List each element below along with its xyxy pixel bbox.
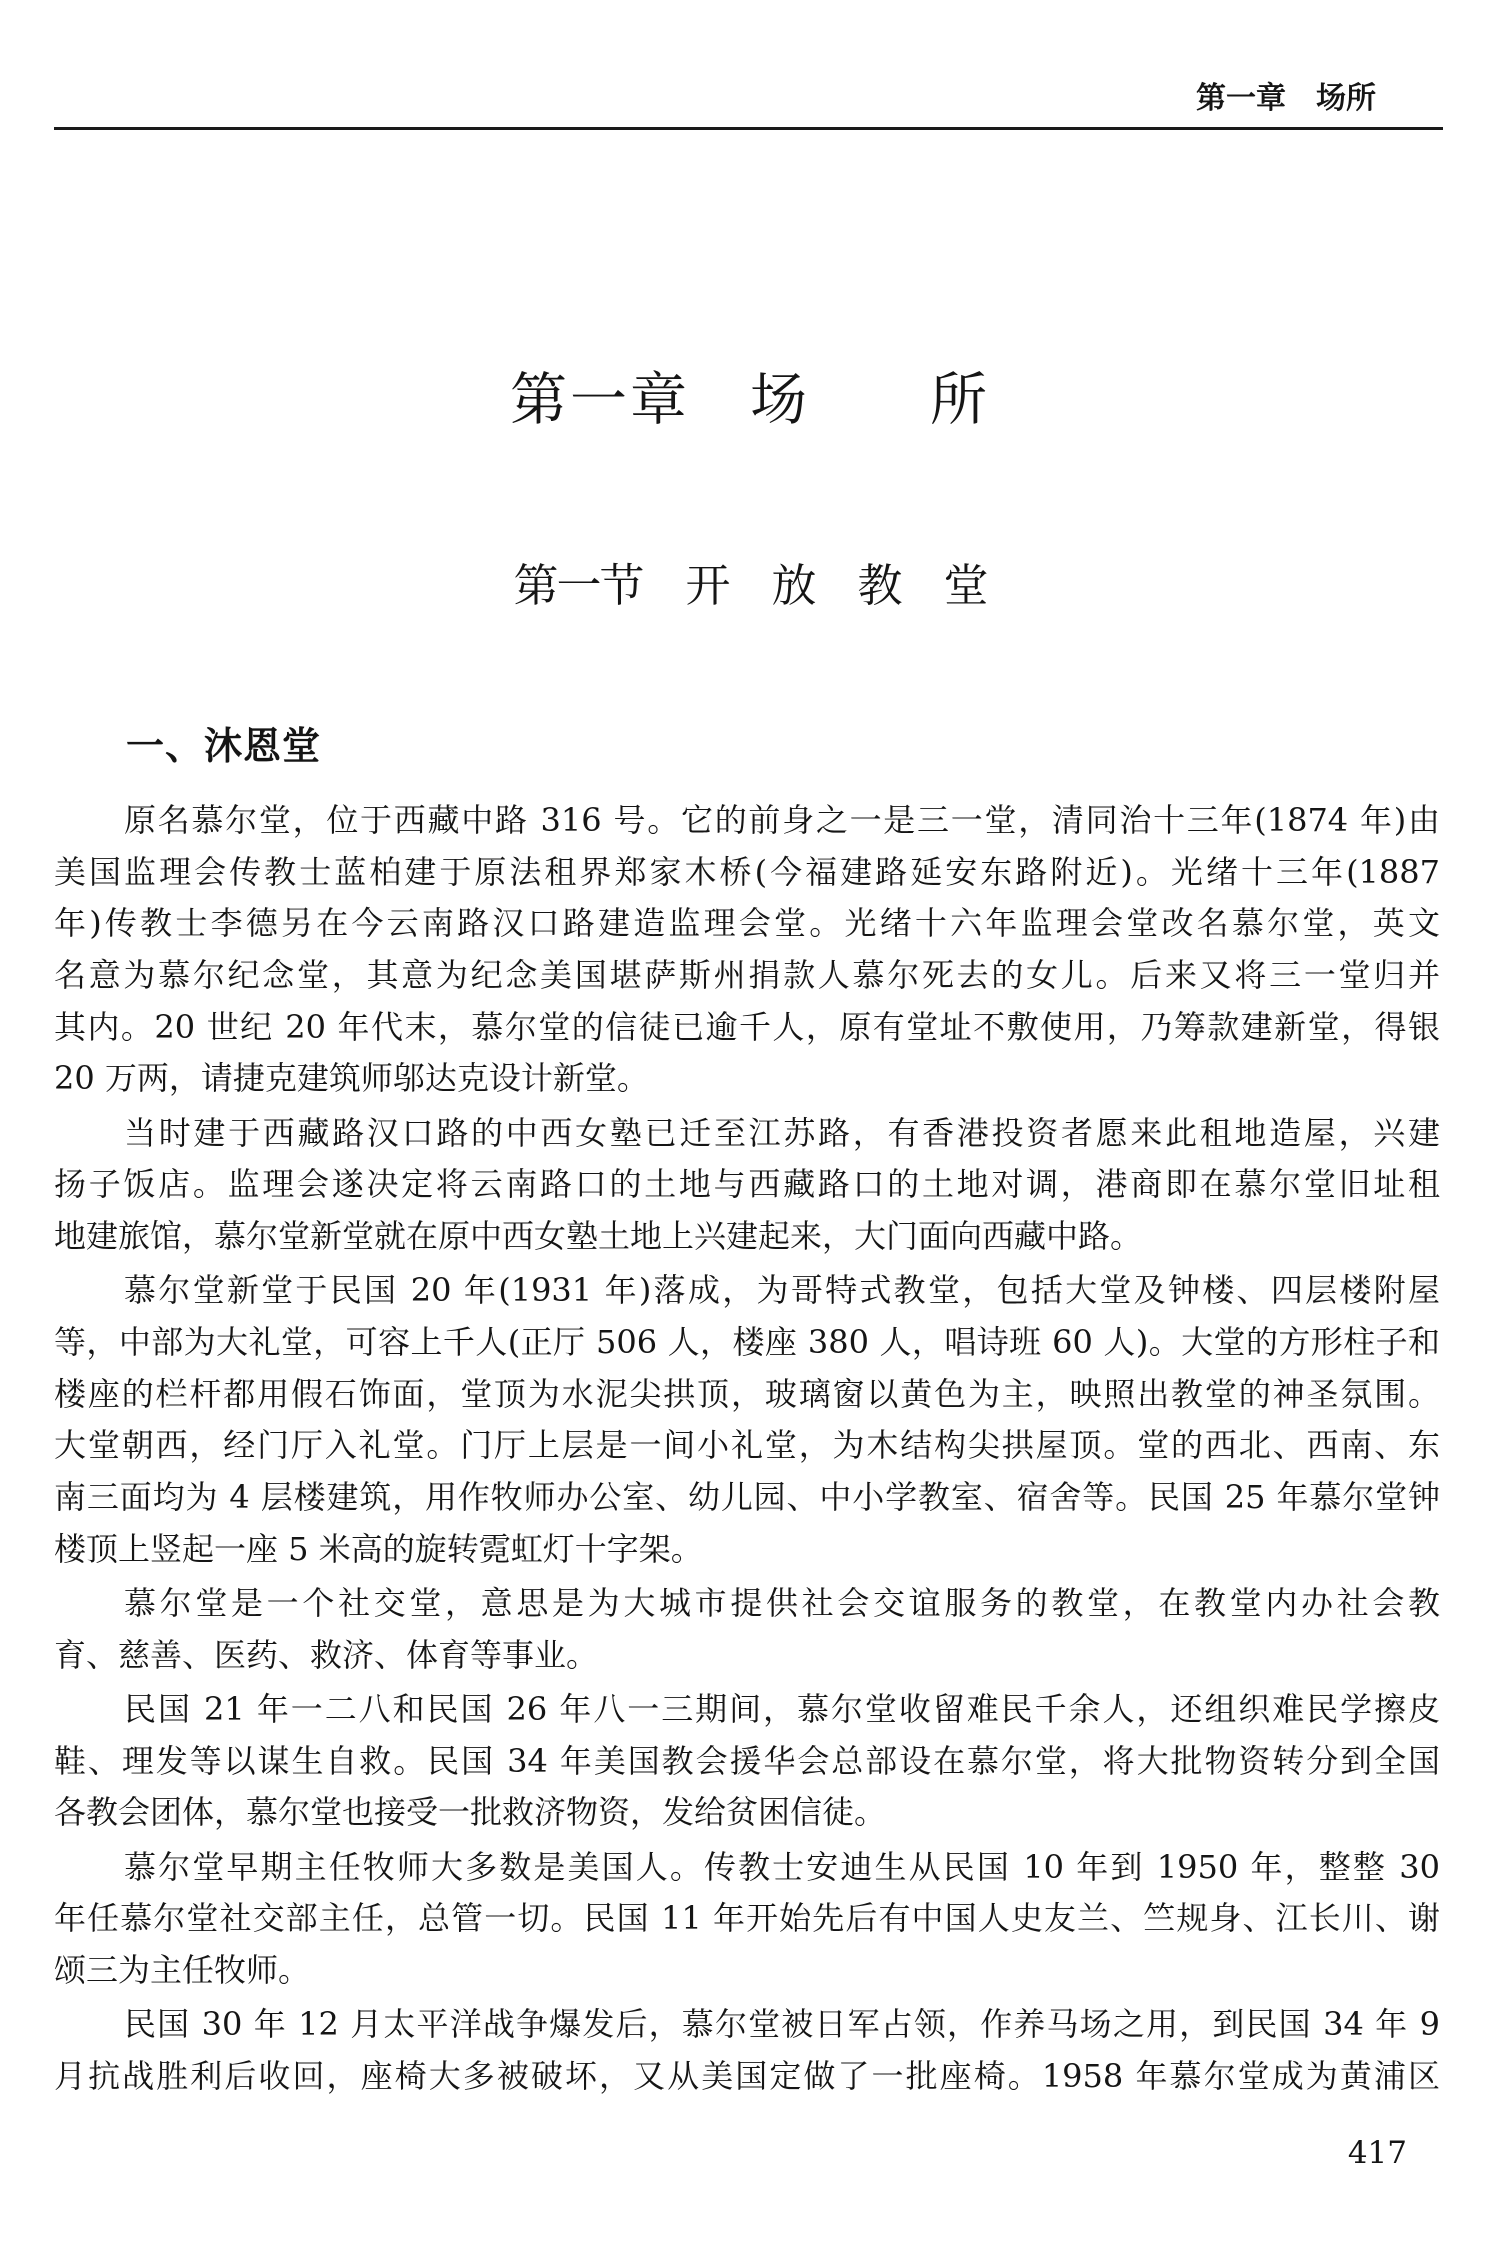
body-text-line: 育、慈善、医药、救济、体育等事业。 bbox=[54, 1635, 599, 1674]
body-text-line: 南三面均为 4 层楼建筑，用作牧师办公室、幼儿园、中小学教室、宿舍等。民国 25 年慕尔堂钟 bbox=[54, 1478, 1440, 1517]
body-paragraph bbox=[54, 1842, 1440, 1997]
body-paragraph bbox=[54, 1108, 1440, 1263]
chapter-title: 第一章 场 所 bbox=[510, 367, 990, 433]
body-text-line: 扬子饭店。监理会遂决定将云南路口的土地与西藏路口的土地对调，港商即在慕尔堂旧址租 bbox=[54, 1165, 1440, 1204]
body-text-line: 民国 21 年一二八和民国 26 年八一三期间，慕尔堂收留难民千余人，还组织难民学擦皮 bbox=[124, 1690, 1440, 1729]
body-text bbox=[54, 795, 1440, 2105]
body-paragraph bbox=[54, 1999, 1440, 2102]
body-paragraph bbox=[54, 1684, 1440, 1839]
body-paragraph bbox=[54, 795, 1440, 1105]
running-header: 第一章 场所 bbox=[1196, 81, 1376, 116]
body-text-line: 地建旅馆，慕尔堂新堂就在原中西女塾土地上兴建起来，大门面向西藏中路。 bbox=[54, 1217, 1143, 1256]
body-text-line: 楼顶上竖起一座 5 米高的旋转霓虹灯十字架。 bbox=[54, 1529, 703, 1568]
subsection-title: 一、沐恩堂 bbox=[126, 724, 322, 768]
page-number: 417 bbox=[1347, 2135, 1407, 2171]
body-paragraph bbox=[54, 1578, 1440, 1681]
body-text-line: 美国监理会传教士蓝柏建于原法租界郑家木桥(今福建路延安东路附近)。光绪十三年(1887 bbox=[54, 852, 1440, 891]
body-text-line: 年任慕尔堂社交部主任，总管一切。民国 11 年开始先后有中国人史友兰、竺规身、江长川、谢 bbox=[54, 1899, 1440, 1938]
body-text-line: 慕尔堂新堂于民国 20 年(1931 年)落成，为哥特式教堂，包括大堂及钟楼、四层楼附屋 bbox=[124, 1271, 1440, 1310]
body-text-line: 当时建于西藏路汉口路的中西女塾已迁至江苏路，有香港投资者愿来此租地造屋，兴建 bbox=[124, 1113, 1440, 1152]
body-text-line: 大堂朝西，经门厅入礼堂。门厅上层是一间小礼堂，为木结构尖拱屋顶。堂的西北、西南、东 bbox=[54, 1426, 1440, 1465]
body-text-line: 月抗战胜利后收回，座椅大多被破坏，又从美国定做了一批座椅。1958 年慕尔堂成为黄浦区 bbox=[54, 2057, 1440, 2096]
body-text-line: 20 万两，请捷克建筑师邬达克设计新堂。 bbox=[54, 1059, 649, 1098]
header-rule bbox=[54, 127, 1443, 130]
body-text-line: 等，中部为大礼堂，可容上千人(正厅 506 人，楼座 380 人，唱诗班 60 人)。大堂的方形柱子和 bbox=[54, 1323, 1440, 1362]
body-text-line: 民国 30 年 12 月太平洋战争爆发后，慕尔堂被日军占领，作养马场之用，到民国 34 年 9 bbox=[124, 2005, 1440, 2044]
body-text-line: 年)传教士李德另在今云南路汉口路建造监理会堂。光绪十六年监理会堂改名慕尔堂，英文 bbox=[54, 904, 1440, 943]
section-title: 第一节 开 放 教 堂 bbox=[513, 559, 987, 612]
body-text-line: 楼座的栏杆都用假石饰面，堂顶为水泥尖拱顶，玻璃窗以黄色为主，映照出教堂的神圣氛围。 bbox=[54, 1374, 1440, 1413]
body-text-line: 慕尔堂早期主任牧师大多数是美国人。传教士安迪生从民国 10 年到 1950 年，整整 30 bbox=[124, 1847, 1440, 1886]
body-text-line: 鞋、理发等以谋生自救。民国 34 年美国教会援华会总部设在慕尔堂，将大批物资转分到全国 bbox=[54, 1741, 1440, 1780]
body-text-line: 其内。20 世纪 20 年代末，慕尔堂的信徒已逾千人，原有堂址不敷使用，乃筹款建新堂，得银 bbox=[54, 1007, 1440, 1046]
body-paragraph bbox=[54, 1265, 1440, 1575]
body-text-line: 各教会团体，慕尔堂也接受一批救济物资，发给贫困信徒。 bbox=[54, 1793, 887, 1832]
body-text-line: 原名慕尔堂，位于西藏中路 316 号。它的前身之一是三一堂，清同治十三年(1874 年)由 bbox=[124, 801, 1440, 839]
body-text-line: 颂三为主任牧师。 bbox=[54, 1951, 311, 1990]
body-text-line: 名意为慕尔纪念堂，其意为纪念美国堪萨斯州捐款人慕尔死去的女儿。后来又将三一堂归并 bbox=[54, 956, 1440, 995]
body-text-line: 慕尔堂是一个社交堂，意思是为大城市提供社会交谊服务的教堂，在教堂内办社会教 bbox=[124, 1584, 1440, 1623]
